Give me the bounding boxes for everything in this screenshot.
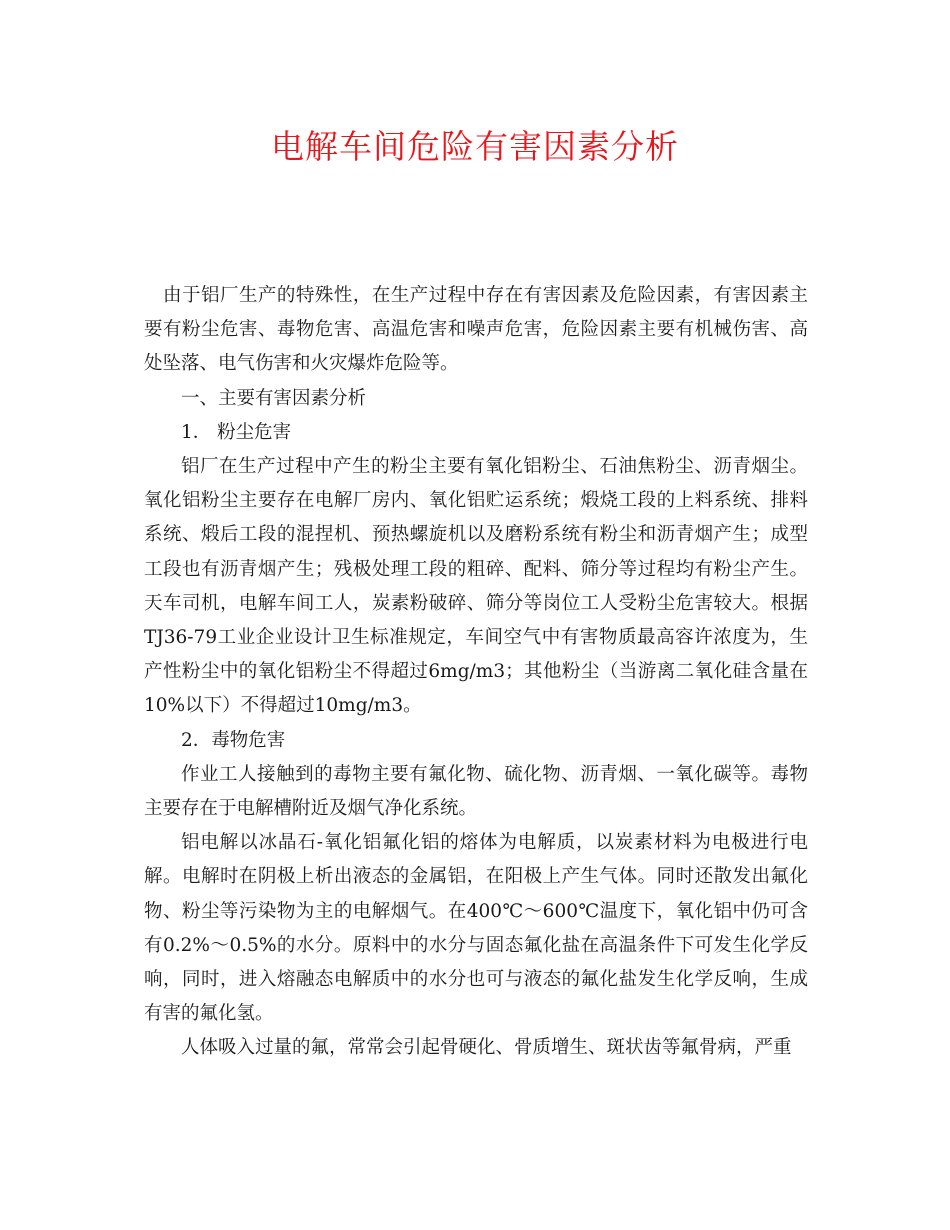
paragraph-dust: 铝厂在生产过程中产生的粉尘主要有氧化铝粉尘、石油焦粉尘、沥青烟尘。氧化铝粉尘主要存在电解厂房内、氧化铝贮运系统；煅烧工段的上料系统、排料系统、煅后工段的混捏机、预热螺旋机以及磨粉系统有粉尘和沥青烟产生；成型工段也有沥青烟产生；残极处理工段的粗碎、配料、筛分等过程均有粉尘产生。天车司机，电解车间工人，炭素粉破碎、筛分等岗位工人受粉尘危害较大。根据TJ36-79工业企业设计卫生标准规定，车间空气中有害物质最高容许浓度为，生产性粉尘中的氧化铝粉尘不得超过6mg/m3；其他粉尘（当游离二氧化硅含量在10%以下）不得超过10mg/m3。 — [144, 456, 808, 717]
section-heading-hazards: 一、主要有害因素分析 — [181, 387, 367, 409]
document-title: 电解车间危险有害因素分析 — [271, 127, 679, 166]
paragraph-intro: 由于铝厂生产的特殊性，在生产过程中存在有害因素及危险因素，有害因素主要有粉尘危害、毒物危害、高温危害和噪声危害，危险因素主要有机械伤害、高处坠落、电气伤害和火灾爆炸危险等。 — [144, 285, 808, 375]
document-body — [144, 279, 808, 1066]
subsection-heading-dust: 1． 粉尘危害 — [181, 421, 292, 443]
paragraph-toxic-sources: 作业工人接触到的毒物主要有氟化物、硫化物、沥青烟、一氧化碳等。毒物主要存在于电解槽附近及烟气净化系统。 — [144, 763, 808, 820]
paragraph-fluorine-effects: 人体吸入过量的氟，常常会引起骨硬化、骨质增生、斑状齿等氟骨病，严重 — [181, 1037, 792, 1059]
subsection-heading-toxic: 2．毒物危害 — [181, 729, 286, 751]
paragraph-electrolysis: 铝电解以冰晶石-氧化铝氟化铝的熔体为电解质，以炭素材料为电极进行电解。电解时在阴极上析出液态的金属铝，在阳极上产生气体。同时还散发出氟化物、粉尘等污染物为主的电解烟气。在400℃～600℃温度下，氧化铝中仍可含有0.2%～0.5%的水分。原料中的水分与固态氟化盐在高温条件下可发生化学反响，同时，进入熔融态电解质中的水分也可与液态的氟化盐发生化学反响，生成有害的氟化氢。 — [144, 832, 808, 1025]
